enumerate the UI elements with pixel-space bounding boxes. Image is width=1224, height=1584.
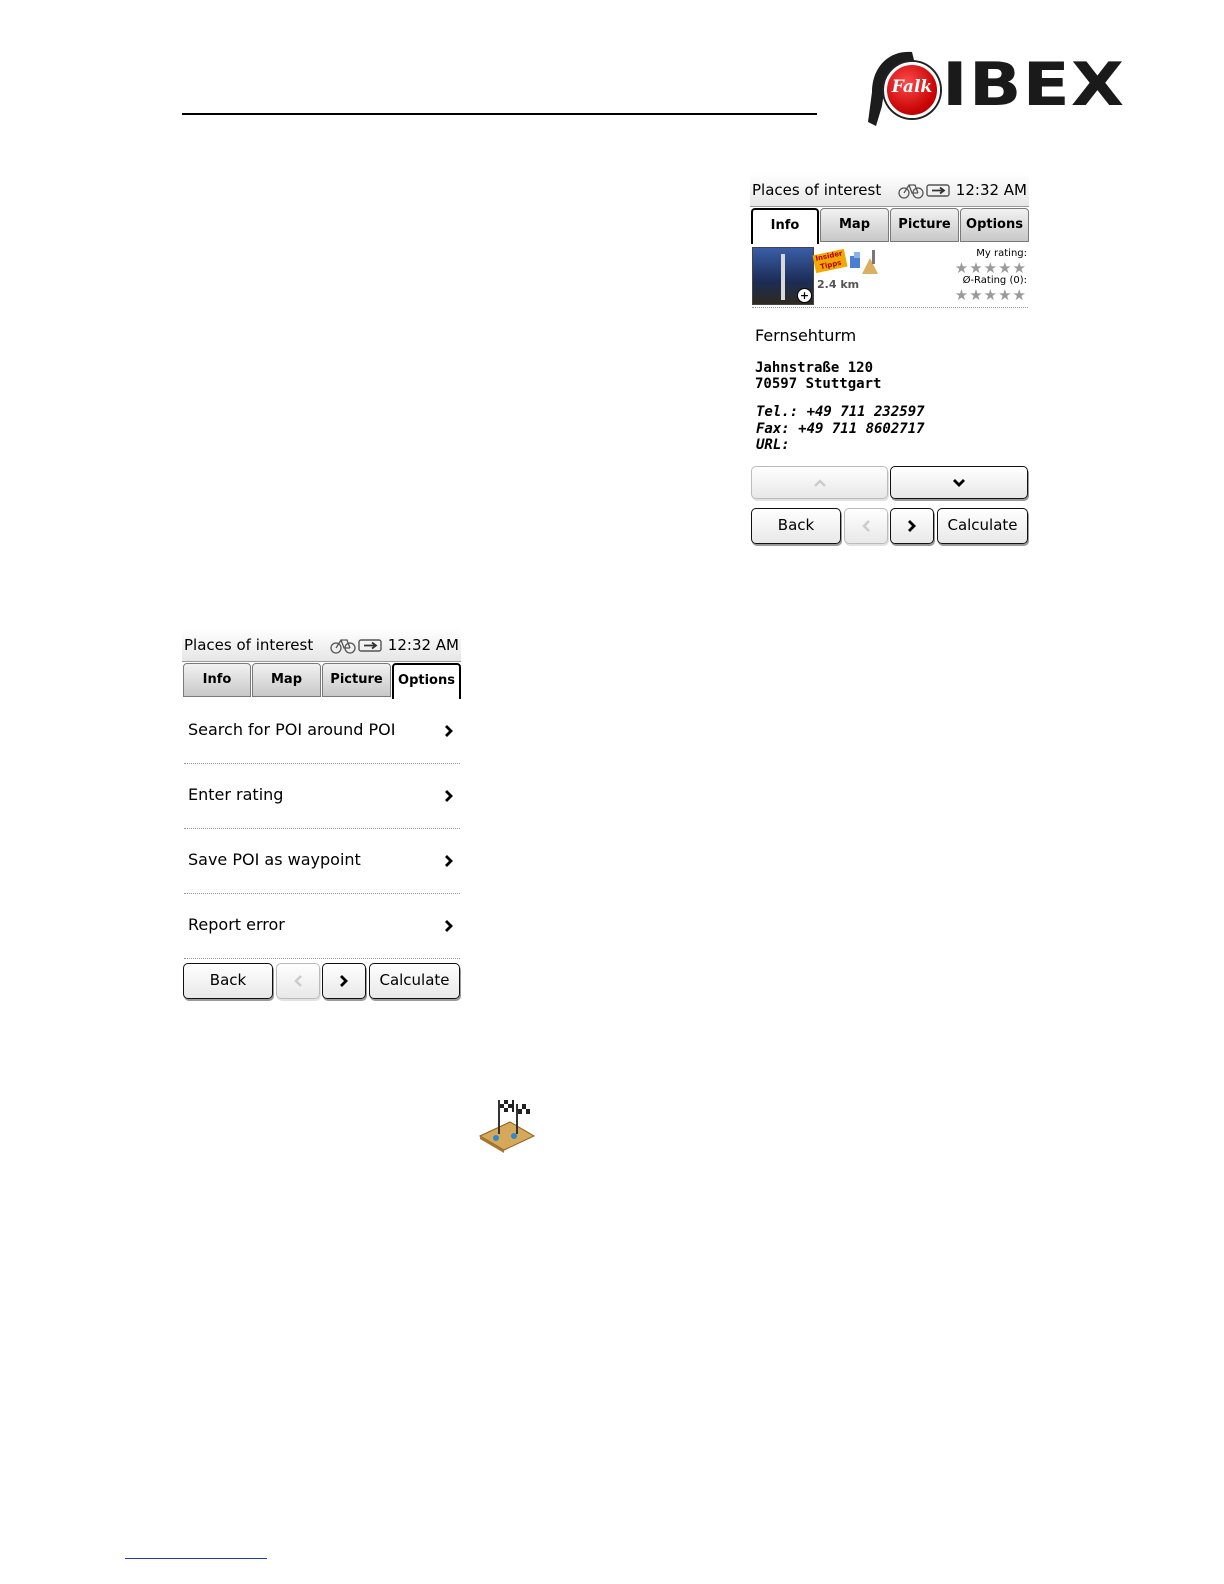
- route-flags-icon: [476, 1096, 538, 1154]
- tab-options[interactable]: Options: [960, 208, 1029, 242]
- header-rule: [182, 113, 817, 115]
- chevron-right-icon: [444, 919, 454, 933]
- zoom-plus-icon[interactable]: +: [797, 288, 812, 303]
- distance: 2.4 km: [817, 278, 860, 291]
- address-street: Jahnstraße 120: [755, 360, 874, 376]
- my-rating-label: My rating:: [976, 248, 1027, 259]
- divider: [752, 307, 1028, 308]
- clock: 12:32 AM: [387, 636, 459, 654]
- url: URL:: [756, 437, 790, 453]
- address-city: 70597 Stuttgart: [755, 376, 882, 392]
- poi-info-screen: [750, 174, 1029, 548]
- tab-info[interactable]: Info: [751, 208, 819, 244]
- chevron-right-icon: [339, 974, 349, 988]
- poi-options-screen: [182, 629, 461, 1003]
- chevron-left-icon: [293, 974, 303, 988]
- tab-options[interactable]: Options: [392, 663, 461, 699]
- insider-tipps-badge: Insider Tipps: [812, 249, 847, 273]
- chevron-down-icon: [952, 478, 966, 488]
- chevron-right-icon: [444, 854, 454, 868]
- footer-link-underline[interactable]: [125, 1558, 267, 1559]
- menu-item-search-poi-around-poi[interactable]: Search for POI around POI: [188, 716, 456, 746]
- chevron-up-icon: [813, 478, 827, 488]
- falk-ibex-logo: [862, 46, 1126, 128]
- next-button[interactable]: [322, 963, 366, 999]
- prev-button[interactable]: [276, 963, 320, 999]
- title-bar: [750, 174, 1029, 207]
- telephone: Tel.: +49 711 232597: [756, 404, 925, 420]
- divider: [184, 828, 460, 829]
- scroll-up-button[interactable]: [751, 466, 888, 499]
- menu-item-enter-rating[interactable]: Enter rating: [188, 781, 456, 811]
- prev-button[interactable]: [844, 508, 888, 544]
- avg-rating-label: Ø-Rating (0):: [962, 275, 1027, 286]
- chevron-right-icon: [444, 789, 454, 803]
- menu-item-save-poi-as-waypoint[interactable]: Save POI as waypoint: [188, 846, 456, 876]
- chevron-right-icon: [907, 519, 917, 533]
- back-button[interactable]: Back: [751, 508, 841, 544]
- divider: [184, 763, 460, 764]
- tab-info[interactable]: Info: [183, 663, 251, 697]
- menu-item-report-error[interactable]: Report error: [188, 911, 456, 941]
- category-icon: [848, 248, 882, 276]
- divider: [184, 893, 460, 894]
- clock: 12:32 AM: [955, 181, 1027, 199]
- divider: [184, 958, 460, 959]
- tab-map[interactable]: Map: [820, 208, 889, 242]
- poi-name: Fernsehturm: [755, 326, 857, 345]
- my-rating-stars[interactable]: ★★★★★: [954, 259, 1027, 277]
- bicycle-battery-icon: [898, 181, 952, 199]
- tab-map[interactable]: Map: [252, 663, 321, 697]
- back-button[interactable]: Back: [183, 963, 273, 999]
- avg-rating-stars: ★★★★★: [954, 286, 1027, 304]
- chevron-left-icon: [861, 519, 871, 533]
- tab-bar: [750, 208, 1029, 244]
- screen-title: Places of interest: [752, 181, 882, 199]
- screen-title: Places of interest: [184, 636, 314, 654]
- tab-picture[interactable]: Picture: [322, 663, 391, 697]
- ibex-wordmark: IBEX: [942, 50, 1126, 120]
- tab-picture[interactable]: Picture: [890, 208, 959, 242]
- next-button[interactable]: [890, 508, 934, 544]
- fax: Fax: +49 711 8602717: [756, 421, 925, 437]
- tower-image: [781, 254, 785, 300]
- poi-photo-thumbnail[interactable]: [752, 247, 814, 305]
- tab-bar: [182, 663, 461, 699]
- bicycle-battery-icon: [330, 636, 384, 654]
- calculate-button[interactable]: Calculate: [369, 963, 460, 999]
- title-bar: [182, 629, 461, 662]
- chevron-right-icon: [444, 724, 454, 738]
- calculate-button[interactable]: Calculate: [937, 508, 1028, 544]
- falk-badge: Falk: [884, 62, 940, 118]
- scroll-down-button[interactable]: [890, 466, 1028, 499]
